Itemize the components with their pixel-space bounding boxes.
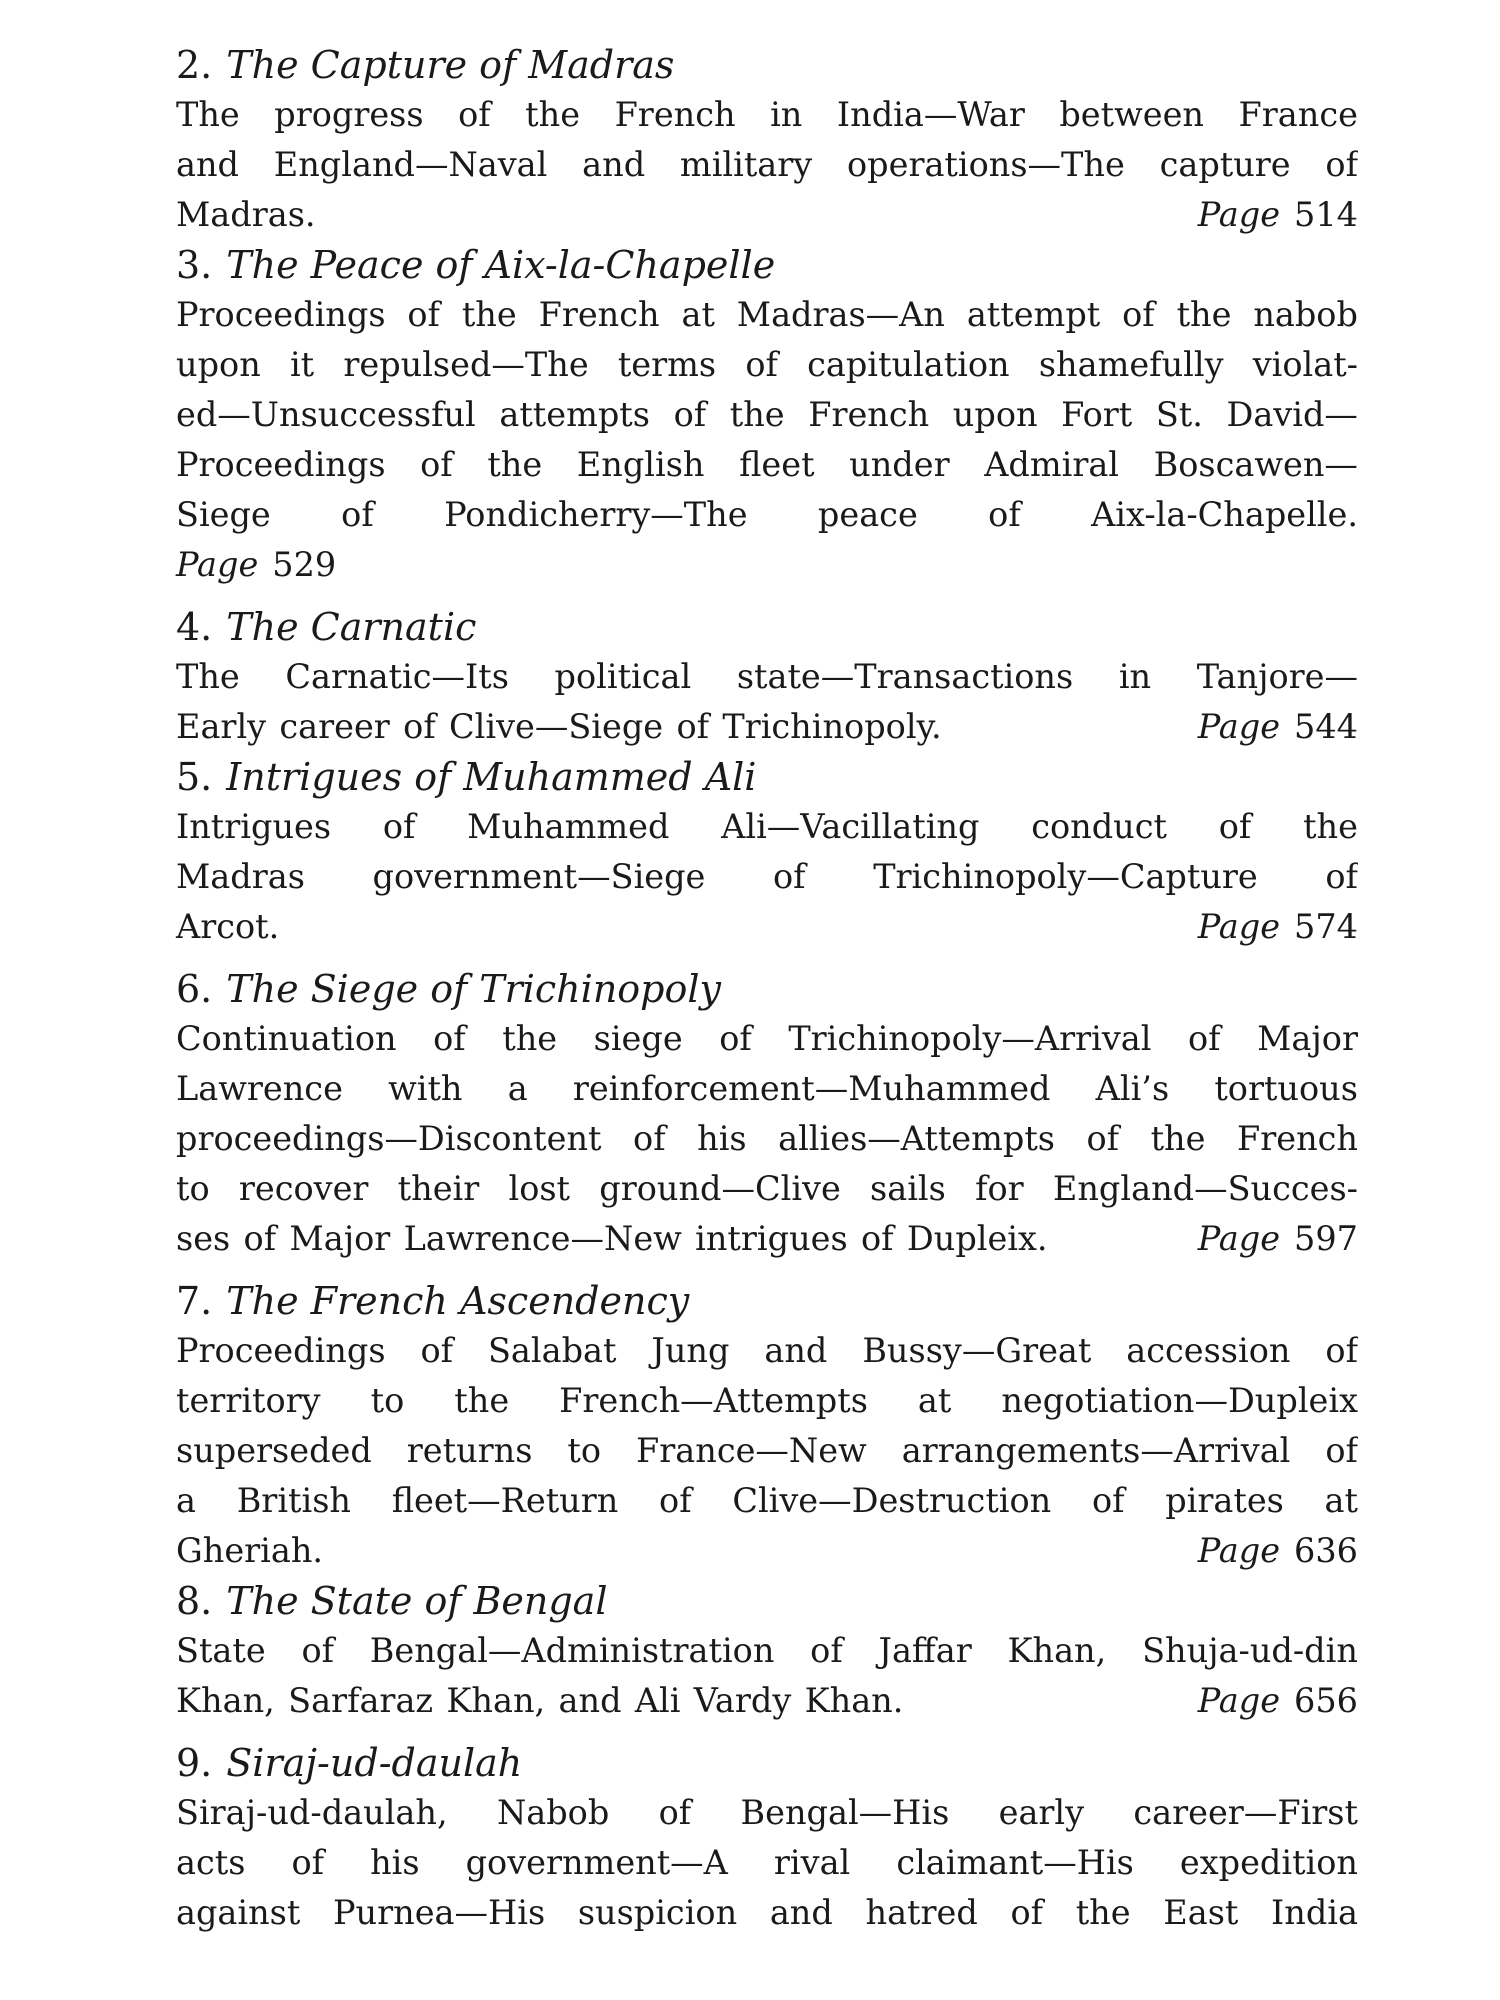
summary-line: upon it repulsed—The terms of capitulation shamefully violat- [176, 345, 1358, 384]
toc-entry [176, 1276, 1358, 1576]
chapter-heading [176, 1576, 1358, 1626]
chapter-title: The Capture of Madras [226, 43, 675, 87]
page-number: 529 [272, 545, 337, 584]
toc-entry [176, 1738, 1358, 1938]
page-label: Page [1197, 1681, 1281, 1720]
page-label: Page [176, 545, 259, 584]
page-label: Page [1197, 707, 1281, 746]
chapter-title: The State of Bengal [226, 1579, 608, 1623]
summary-line: against Purnea—His suspicion and hatred of the East India [176, 1893, 1358, 1932]
page-label: Page [1197, 1531, 1281, 1570]
summary-line: State of Bengal—Administration of Jaffar Khan, Shuja-ud-din [176, 1631, 1358, 1670]
toc-entry [176, 40, 1358, 240]
summary-line: acts of his government—A rival claimant—His expedition [176, 1843, 1358, 1882]
summary-line: Arcot. [176, 907, 280, 946]
chapter-heading [176, 1738, 1358, 1788]
page-number: 544 [1294, 707, 1358, 746]
chapter-title: Intrigues of Muhammed Ali [226, 755, 757, 799]
summary-line: Proceedings of Salabat Jung and Bussy—Great accession of [176, 1331, 1358, 1370]
summary-line: Proceedings of the French at Madras—An attempt of the nabob [176, 295, 1358, 334]
summary-line: Madras government—Siege of Trichinopoly—Capture of [176, 857, 1358, 896]
summary-line: ed—Unsuccessful attempts of the French upon Fort St. David— [176, 395, 1358, 434]
summary-line: Early career of Clive—Siege of Trichinopoly. [176, 707, 942, 746]
chapter-heading [176, 240, 1358, 290]
chapter-heading [176, 752, 1358, 802]
summary-line: Continuation of the siege of Trichinopoly—Arrival of Major [176, 1019, 1358, 1058]
chapter-title: The Peace of Aix-la-Chapelle [226, 243, 776, 287]
page-label: Page [1197, 195, 1281, 234]
summary-line: Proceedings of the English fleet under Admiral Boscawen— [176, 445, 1358, 484]
toc-entry [176, 602, 1358, 752]
page-reference [1198, 190, 1358, 240]
chapter-title: The Siege of Trichinopoly [226, 967, 721, 1011]
page-number: 597 [1294, 1219, 1358, 1258]
summary-line: Lawrence with a reinforcement—Muhammed Ali’s tortuous [176, 1069, 1358, 1108]
summary-line: ses of Major Lawrence—New intrigues of Dupleix. [176, 1219, 1048, 1258]
summary-line: The Carnatic—Its political state—Transactions in Tanjore— [176, 657, 1358, 696]
chapter-number: 6. [176, 967, 213, 1011]
page-reference [1198, 702, 1358, 752]
chapter-number: 9. [176, 1741, 213, 1785]
chapter-heading [176, 1276, 1358, 1326]
summary-line: Madras. [176, 195, 316, 234]
page-number: 574 [1294, 907, 1358, 946]
toc-entry [176, 240, 1358, 590]
chapter-number: 3. [176, 243, 213, 287]
chapter-title: The Carnatic [226, 605, 477, 649]
chapter-number: 5. [176, 755, 213, 799]
page-number: 656 [1294, 1681, 1358, 1720]
summary-line: The progress of the French in India—War between France [176, 95, 1358, 134]
summary-line: to recover their lost ground—Clive sails for England—Succes- [176, 1169, 1358, 1208]
toc-entry [176, 964, 1358, 1264]
chapter-heading [176, 40, 1358, 90]
chapter-heading [176, 602, 1358, 652]
summary-line: Siege of Pondicherry—The peace of Aix-la-Chapelle. [176, 495, 1358, 534]
chapter-number: 7. [176, 1279, 213, 1323]
summary-line: superseded returns to France—New arrangements—Arrival of [176, 1431, 1358, 1470]
chapter-number: 4. [176, 605, 213, 649]
page-reference [1198, 1676, 1358, 1726]
page-reference [1198, 1214, 1358, 1264]
page-reference [176, 545, 336, 584]
chapter-title: Siraj-ud-daulah [226, 1741, 523, 1785]
summary-line: Gheriah. [176, 1531, 324, 1570]
page-number: 636 [1294, 1531, 1358, 1570]
summary-line: proceedings—Discontent of his allies—Attempts of the French [176, 1119, 1358, 1158]
toc-entry [176, 752, 1358, 952]
summary-line: Intrigues of Muhammed Ali—Vacillating conduct of the [176, 807, 1358, 846]
summary-line: Khan, Sarfaraz Khan, and Ali Vardy Khan. [176, 1681, 904, 1720]
summary-line: and England—Naval and military operations—The capture of [176, 145, 1358, 184]
page-label: Page [1197, 907, 1281, 946]
summary-line: territory to the French—Attempts at negotiation—Dupleix [176, 1381, 1358, 1420]
summary-line: a British fleet—Return of Clive—Destruction of pirates at [176, 1481, 1358, 1520]
chapter-number: 2. [176, 43, 213, 87]
page-reference [1198, 1526, 1358, 1576]
chapter-heading [176, 964, 1358, 1014]
page-reference [1198, 902, 1358, 952]
chapter-number: 8. [176, 1579, 213, 1623]
page-label: Page [1197, 1219, 1281, 1258]
table-of-contents [176, 40, 1358, 1938]
toc-entry [176, 1576, 1358, 1726]
page-number: 514 [1294, 195, 1358, 234]
summary-line: Siraj-ud-daulah, Nabob of Bengal—His early career—First [176, 1793, 1358, 1832]
chapter-title: The French Ascendency [226, 1279, 690, 1323]
